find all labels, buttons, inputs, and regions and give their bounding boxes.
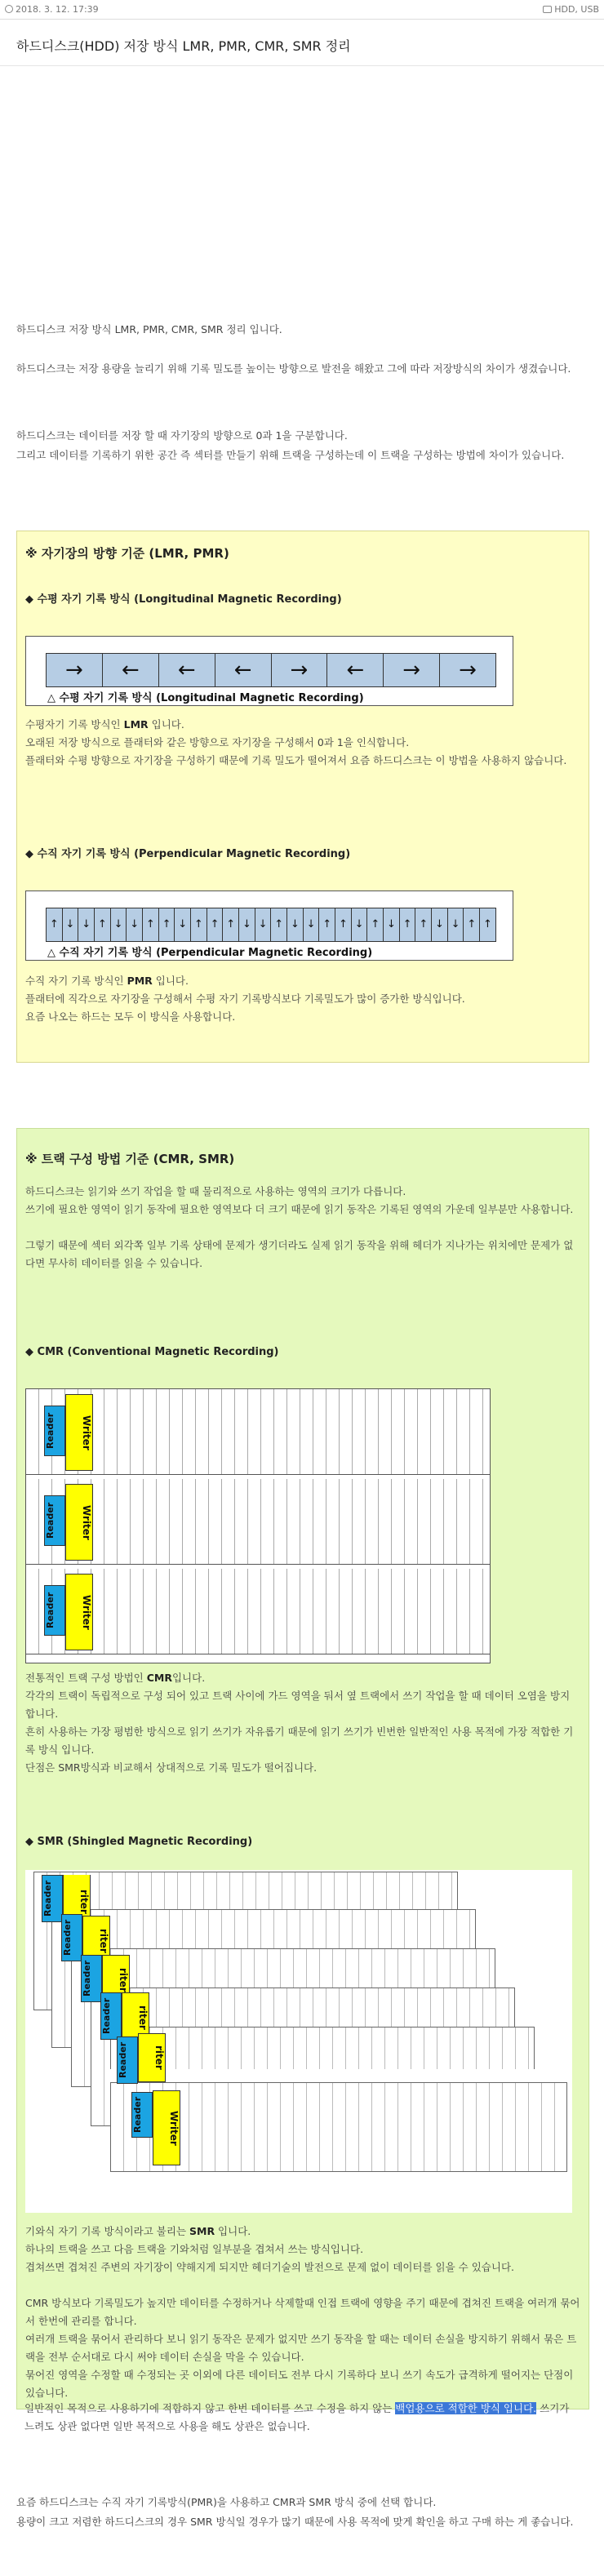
writer-head: Writer xyxy=(65,1484,93,1561)
lmr-arrow-8: → xyxy=(440,654,495,686)
pmr-diagram xyxy=(25,890,513,961)
reader-head: Reader xyxy=(44,1585,65,1636)
smr-text-2: 하나의 트랙을 쓰고 다음 트랙을 기와처럼 일부분을 겹쳐서 쓰는 방식입니다. xyxy=(25,2243,364,2255)
cmr-track-2 xyxy=(26,1479,490,1565)
reader-head: Reader xyxy=(44,1406,65,1456)
intro-line-1: 하드디스크 저장 방식 LMR, PMR, CMR, SMR 정리 입니다. xyxy=(16,323,282,335)
pmr-text-3: 요즘 나오는 하드는 모두 이 방식을 사용합니다. xyxy=(25,1010,236,1023)
post-date: 2018. 3. 12. 17:39 xyxy=(5,4,99,15)
pmr-arrow-4: ↑ xyxy=(95,908,111,941)
lmr-arrow-1: → xyxy=(47,654,103,686)
pmr-arrow-1: ↑ xyxy=(47,908,63,941)
intro-line-2: 하드디스크는 저장 용량을 늘리기 위해 기록 밀도를 높이는 방향으로 발전을 해왔고 그에 따라 저장방식의 차이가 생겼습니다. xyxy=(16,362,571,375)
pmr-arrow-16: ↓ xyxy=(287,908,304,941)
title-divider xyxy=(0,65,604,66)
pmr-arrow-10: ↑ xyxy=(191,908,207,941)
writer-head: Writer xyxy=(65,1574,93,1650)
pmr-arrow-7: ↑ xyxy=(143,908,159,941)
smr-summary: 일반적인 목적으로 사용하기에 적합하지 않고 한번 데이터를 쓰고 수정을 하지 않는 백업용으로 적합한 방식 입니다. 쓰기가 느려도 상관 없다면 일반 목적으로 사용을 해도 상관은 없습니다. xyxy=(24,2402,570,2432)
intro-line-3: 하드디스크는 데이터를 저장 할 때 자기장의 방향으로 0과 1을 구분합니다. xyxy=(16,429,348,442)
pmr-arrow-11: ↑ xyxy=(207,908,224,941)
smr-text-6: 묶어진 영역을 수정할 때 수정되는 곳 이외에 다른 데이터도 전부 다시 기록하다 보니 쓰기 속도가 급격하게 떨어지는 단점이 있습니다. xyxy=(25,2369,574,2399)
folder-icon xyxy=(543,6,552,13)
lmr-title: ◆ 수평 자기 기록 방식 (Longitudinal Magnetic Recording) xyxy=(25,593,342,606)
pmr-arrow-19: ↑ xyxy=(335,908,352,941)
pmr-text-1: 수직 자기 기록 방식인 PMR 입니다. xyxy=(25,975,189,987)
section-heading-2: ※ 트랙 구성 방법 기준 (CMR, SMR) xyxy=(25,1152,235,1166)
pmr-arrow-13: ↓ xyxy=(239,908,255,941)
smr-title: ◆ SMR (Shingled Magnetic Recording) xyxy=(25,1836,253,1848)
lmr-text-3: 플래터와 수평 방향으로 자기장을 구성하기 때문에 기록 밀도가 떨어져서 요즘 하드디스크는 이 방법을 사용하지 않습니다. xyxy=(25,754,567,766)
highlighted-text: 백업용으로 적합한 방식 입니다. xyxy=(395,2402,537,2414)
pmr-arrow-23: ↑ xyxy=(400,908,416,941)
post-title: 하드디스크(HDD) 저장 방식 LMR, PMR, CMR, SMR 정리 xyxy=(16,38,351,54)
pmr-arrow-15: ↑ xyxy=(271,908,287,941)
smr-diagram xyxy=(25,1870,572,2213)
track-desc-2: 쓰기에 필요한 영역이 읽기 동작에 필요한 영역보다 더 크기 때문에 읽기 동작은 기록된 영역의 가운데 일부분만 사용합니다. xyxy=(25,1203,574,1215)
pmr-arrow-12: ↑ xyxy=(223,908,239,941)
lmr-arrow-2: ← xyxy=(103,654,159,686)
pmr-arrow-17: ↓ xyxy=(304,908,320,941)
reader-head: Reader xyxy=(100,1992,122,2040)
lmr-text-1: 수평자기 기록 방식인 LMR 입니다. xyxy=(25,718,184,731)
outro-line-1: 요즘 하드디스크는 수직 자기 기록방식(PMR)을 사용하고 CMR과 SMR 방식 중에 선택 합니다. xyxy=(16,2496,437,2508)
pmr-arrow-24: ↑ xyxy=(415,908,432,941)
top-bar xyxy=(0,0,604,20)
pmr-arrow-2: ↓ xyxy=(63,908,79,941)
clock-icon xyxy=(5,5,13,13)
pmr-arrow-21: ↑ xyxy=(367,908,384,941)
reader-head: Reader xyxy=(131,2092,153,2138)
writer-head: riter xyxy=(138,2033,166,2082)
cmr-text-2: 각각의 트랙이 독립적으로 구성 되어 있고 트랙 사이에 가드 영역을 둬서 옆 트랙에서 쓰기 작업을 할 때 데이터 오염을 방지 합니다. xyxy=(25,1690,571,1720)
lmr-arrow-4: ← xyxy=(215,654,272,686)
pmr-arrow-26: ↓ xyxy=(448,908,464,941)
pmr-arrow-27: ↑ xyxy=(464,908,480,941)
lmr-diagram xyxy=(25,636,513,706)
section-lmr-pmr xyxy=(16,531,589,1063)
writer-head: riter xyxy=(122,1992,149,2043)
category-link[interactable]: HDD, USB xyxy=(543,4,599,15)
pmr-arrow-22: ↓ xyxy=(384,908,400,941)
pmr-arrow-14: ↓ xyxy=(255,908,272,941)
lmr-arrow-6: ← xyxy=(327,654,384,686)
lmr-arrow-7: → xyxy=(384,654,440,686)
cmr-track-1 xyxy=(26,1389,490,1475)
lmr-caption: △ 수평 자기 기록 방식 (Longitudinal Magnetic Recording) xyxy=(47,692,364,704)
track-desc-1: 하드디스크는 읽기와 쓰기 작업을 할 때 물리적으로 사용하는 영역의 크기가 다릅니다. xyxy=(25,1185,406,1197)
reader-head: Reader xyxy=(81,1955,102,2002)
pmr-arrow-5: ↓ xyxy=(111,908,127,941)
track-desc-3: 그렇기 때문에 섹터 외각쪽 일부 기록 상태에 문제가 생기더라도 실제 읽기 동작을 위해 헤더가 지나가는 위치에만 문제가 없다면 무사히 데이터를 읽을 수 있습니다. xyxy=(25,1239,574,1269)
pmr-arrow-18: ↑ xyxy=(319,908,335,941)
pmr-arrow-3: ↓ xyxy=(78,908,95,941)
outro-line-2: 용량이 크고 저렴한 하드디스크의 경우 SMR 방식일 경우가 많기 때문에 사용 목적에 맞게 확인을 하고 구매 하는 게 좋습니다. xyxy=(16,2516,574,2528)
writer-head: riter xyxy=(82,1916,110,1966)
cmr-text-3: 흔히 사용하는 가장 평범한 방식으로 읽기 쓰기가 자유롭기 때문에 읽기 쓰기가 빈번한 일반적인 사용 목적에 가장 적합한 기록 방식 입니다. xyxy=(25,1725,574,1756)
pmr-arrow-28: ↑ xyxy=(480,908,495,941)
pmr-arrow-6: ↓ xyxy=(127,908,143,941)
cmr-text-4: 단점은 SMR방식과 비교해서 상대적으로 기록 밀도가 떨어집니다. xyxy=(25,1761,318,1774)
smr-text-4: CMR 방식보다 기록밀도가 높지만 데이터를 수정하거나 삭제할때 인접 트랙에 영향을 주기 때문에 겹쳐진 트랙을 여러개 묶어서 한번에 관리를 합니다. xyxy=(25,2297,580,2327)
writer-head: riter xyxy=(63,1875,91,1929)
lmr-arrow-3: ← xyxy=(159,654,215,686)
reader-head: Reader xyxy=(44,1495,65,1546)
section-heading: ※ 자기장의 방향 기준 (LMR, PMR) xyxy=(25,546,229,561)
pmr-title: ◆ 수직 자기 기록 방식 (Perpendicular Magnetic Recording) xyxy=(25,848,351,860)
smr-text-3: 겹쳐쓰면 겹쳐진 주변의 자기장이 약해지게 되지만 헤더기술의 발전으로 문제 없이 데이터를 읽을 수 있습니다. xyxy=(25,2261,515,2273)
pmr-arrow-25: ↓ xyxy=(432,908,448,941)
cmr-text-1: 전통적인 트랙 구성 방법인 CMR입니다. xyxy=(25,1672,206,1684)
intro-line-4: 그리고 데이터를 기록하기 위한 공간 즉 섹터를 만들기 위해 트랙을 구성하는데 이 트랙을 구성하는 방법에 차이가 있습니다. xyxy=(16,449,565,461)
smr-text-1: 기와식 자기 기록 방식이라고 불리는 SMR 입니다. xyxy=(25,2225,251,2237)
pmr-text-2: 플래터에 직각으로 자기장을 구성해서 수평 자기 기록방식보다 기록밀도가 많이 증가한 방식입니다. xyxy=(25,993,465,1005)
lmr-arrow-5: → xyxy=(272,654,328,686)
pmr-arrow-8: ↑ xyxy=(159,908,175,941)
cmr-track-3 xyxy=(26,1569,490,1654)
reader-head: Reader xyxy=(117,2036,138,2084)
cmr-title: ◆ CMR (Conventional Magnetic Recording) xyxy=(25,1346,279,1358)
writer-head: Writer xyxy=(153,2090,180,2165)
reader-head: Reader xyxy=(42,1875,63,1922)
section-cmr-smr xyxy=(16,1128,589,2409)
pmr-arrow-20: ↓ xyxy=(352,908,368,941)
pmr-arrow-row xyxy=(46,908,496,942)
lmr-text-2: 오래된 저장 방식으로 플래터와 같은 방향으로 자기장을 구성해서 0과 1을 인식합니다. xyxy=(25,736,410,748)
smr-text-5: 여러개 트랙을 묶어서 관리하다 보니 읽기 동작은 문제가 없지만 쓰기 동작을 할 때는 데이터 손실을 방지하기 위해서 묶은 트랙을 전부 순서대로 다시 써야 데이터 손실을 막을 수 있습니다. xyxy=(25,2333,577,2363)
writer-head: riter xyxy=(102,1955,130,2005)
pmr-arrow-9: ↓ xyxy=(175,908,191,941)
writer-head: Writer xyxy=(65,1394,93,1471)
cmr-diagram xyxy=(25,1388,491,1663)
reader-head: Reader xyxy=(61,1914,82,1961)
lmr-arrow-row xyxy=(46,653,496,687)
pmr-caption: △ 수직 자기 기록 방식 (Perpendicular Magnetic Recording) xyxy=(47,947,373,959)
